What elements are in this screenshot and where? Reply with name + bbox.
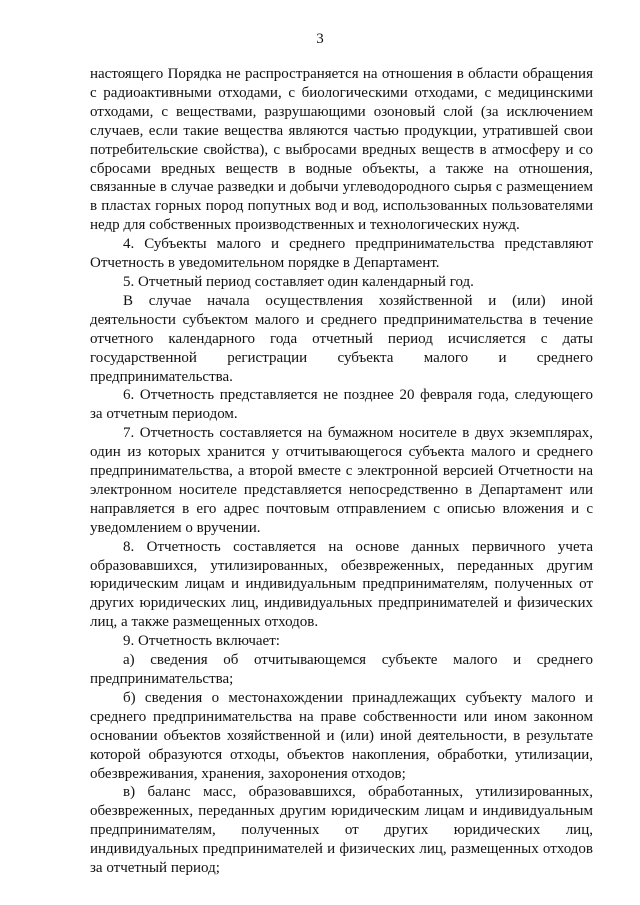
paragraph-item-9: 9. Отчетность включает: — [123, 633, 280, 650]
paragraph-item-8: 8. Отчетность составляется на основе данных первичного учета образовавшихся, утилизированных, обезвреженных, переданных другим юридическим лицам и индивидуальным предпринимателям, полученных от других юридических лиц, индивидуальных предпринимателей и физических лиц, а также размещенных отходов. — [90, 538, 593, 631]
paragraph-item-9-b: б) сведения о местонахождении принадлежащих субъекту малого и среднего предпринимательства на праве собственности или ином законном основании объектов хозяйственной и (или) иной деятельности, в результате которой образуются отходы, объектов накопления, обработки, утилизации, обезвреживания, хранения, захоронения отходов; — [90, 689, 593, 782]
paragraph-item-7: 7. Отчетность составляется на бумажном носителе в двух экземплярах, один из которых хранится у отчитывающегося субъекта малого и среднего предпринимательства, а второй вместе с электронной версией Отчетности на электронном носителе представляется непосредственно в Департамент или направляется в его адрес почтовым отправлением с описью вложения и с уведомлением о вручении. — [90, 425, 593, 536]
paragraph-item-4: 4. Субъекты малого и среднего предпринимательства представляют Отчетность в уведомительном порядке в Департамент. — [90, 236, 593, 272]
paragraph-item-5-continuation: В случае начала осуществления хозяйственной и (или) иной деятельности субъектом малого и среднего предпринимательства в течение отчетного календарного года отчетный период исчисляется с даты государственной регистрации субъекта малого и среднего предпринимательства. — [90, 292, 593, 385]
page-number: 3 — [316, 31, 324, 47]
paragraph-intro-continuation: настоящего Порядка не распространяется на отношения в области обращения с радиоактивными отходами, с биологическими отходами, с медицинскими отходами, с веществами, разрушающими озоновый слой (за исключением случаев, если такие вещества являются частью продукции, утратившей свои потребительские свойства), с выбросами вредных веществ в атмосферу и со сбросами вредных веществ в водные объекты, а также на отношения, связанные в случае разведки и добычи углеводородного сырья с размещением в пластах горных пород попутных вод и вод, использованных пользователями недр для собственных производственных и технологических нужд. — [90, 66, 593, 234]
paragraph-item-9-v: в) баланс масс, образовавшихся, обработанных, утилизированных, обезвреженных, переданных другим юридическим лицам и индивидуальным предпринимателям, полученных от других юридических лиц, индивидуальных предпринимателей и физических лиц, размещенных отходов за отчетный период; — [90, 784, 593, 877]
paragraph-item-6: 6. Отчетность представляется не позднее 20 февраля года, следующего за отчетным периодом. — [90, 387, 593, 423]
paragraph-item-9-a: а) сведения об отчитывающемся субъекте малого и среднего предпринимательства; — [90, 652, 593, 687]
document-body — [90, 65, 593, 878]
paragraph-item-5: 5. Отчетный период составляет один календарный год. — [123, 273, 474, 290]
